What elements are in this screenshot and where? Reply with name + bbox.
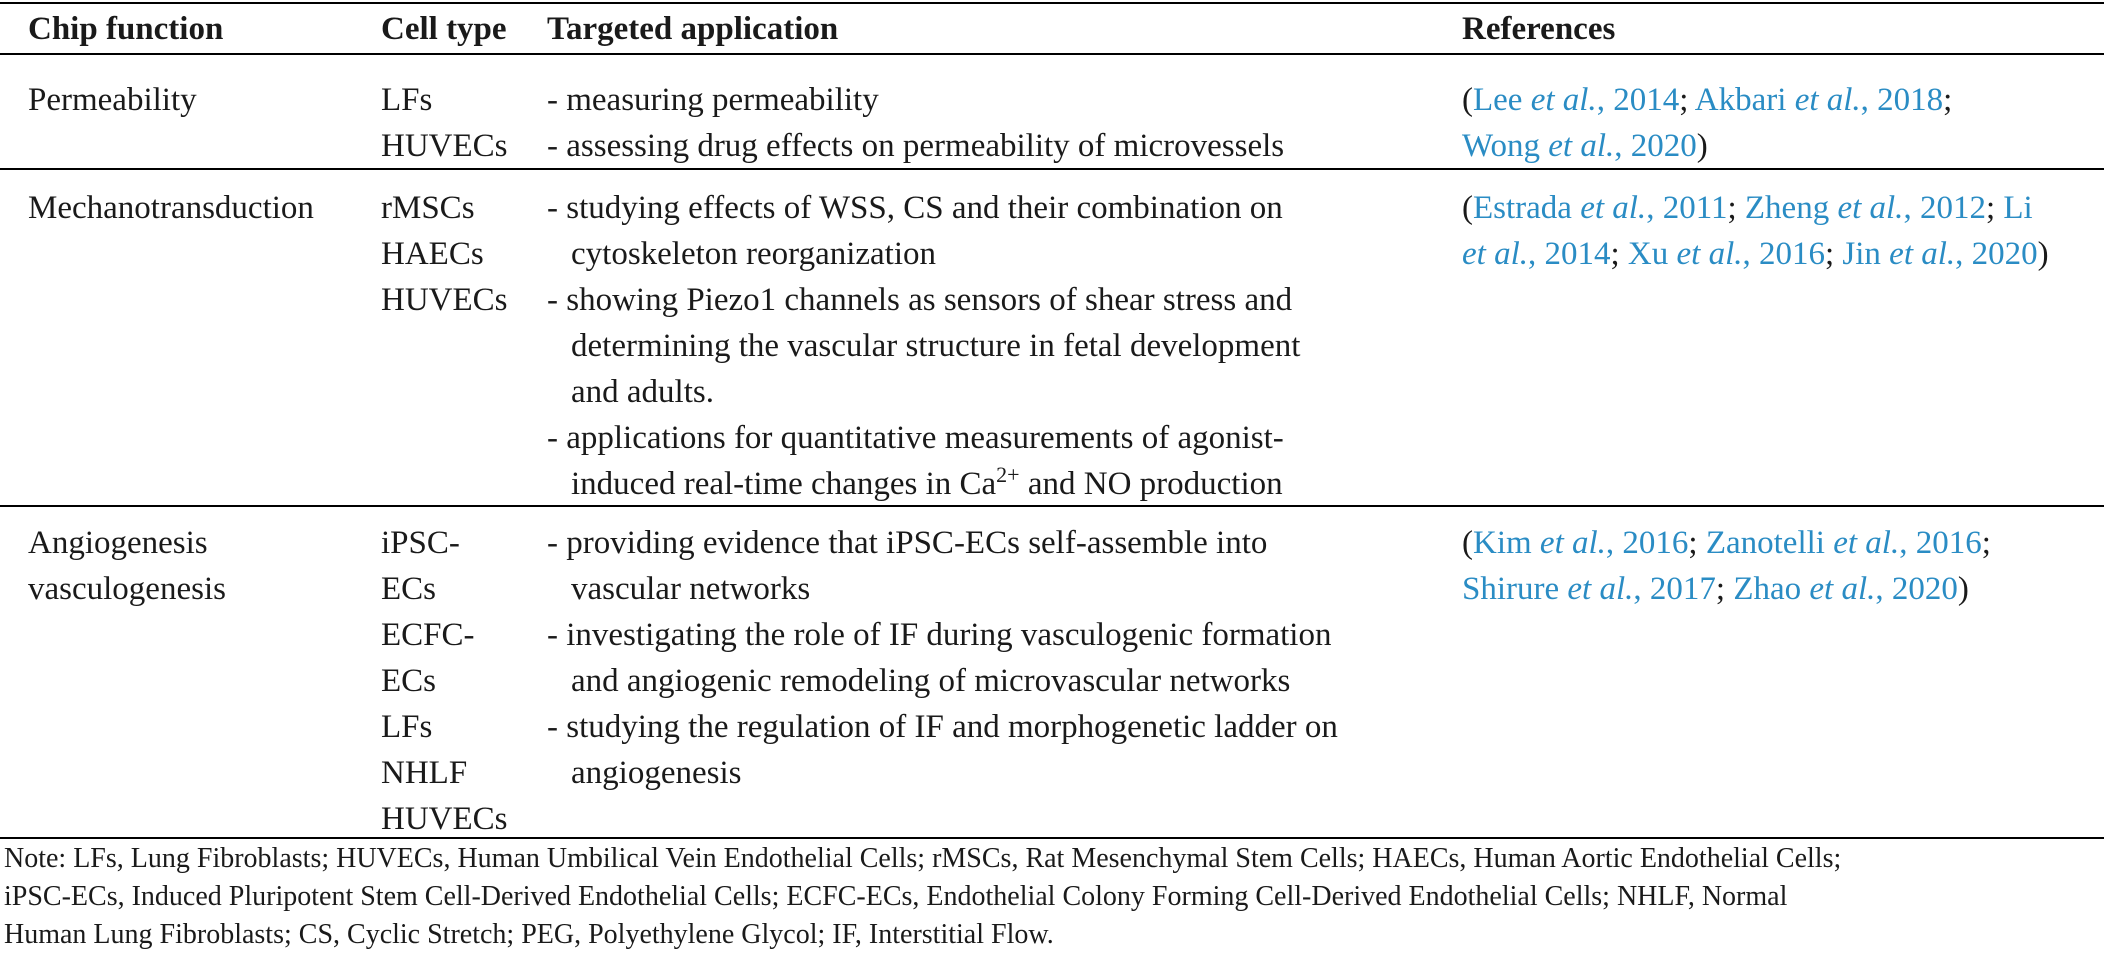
row2-function xyxy=(28,185,314,231)
table-note xyxy=(4,840,2104,954)
application-line: vascular networks xyxy=(571,571,811,607)
reference-link[interactable]: Kim et al., 2016 xyxy=(1473,525,1689,561)
cell-type: LFs xyxy=(381,709,433,745)
function-line: Angiogenesis xyxy=(28,525,208,561)
reference-link[interactable]: Akbari et al., 2018 xyxy=(1694,82,1944,118)
cell-type: ECFC- xyxy=(381,617,475,653)
reference-line: (Lee et al., 2014; Akbari et al., 2018; xyxy=(1462,82,1953,118)
row3-applications xyxy=(547,520,1338,796)
row3-cell-types xyxy=(381,520,508,842)
application-line: induced real-time changes in $Ca^{2+}$ and NO production xyxy=(571,462,1283,502)
cell-type: ECs xyxy=(381,663,437,699)
application-line: determining the vascular structure in fetal development xyxy=(571,328,1301,364)
application-line: - assessing drug effects on permeability of microvessels xyxy=(547,128,1285,164)
bottom-rule xyxy=(0,837,2104,839)
row3-function xyxy=(28,520,226,612)
reference-link[interactable]: Xu et al., 2016 xyxy=(1627,236,1825,272)
row1-references xyxy=(1462,77,1952,169)
cell-type: NHLF xyxy=(381,755,468,791)
header-chip-function: Chip function xyxy=(28,11,224,47)
header-cell-type: Cell type xyxy=(381,11,507,47)
cell-type: LFs xyxy=(381,82,433,118)
reference-line: Shirure et al., 2017; Zhao et al., 2020) xyxy=(1462,571,1969,607)
reference-link[interactable]: Shirure et al., 2017 xyxy=(1462,571,1716,607)
application-line: and angiogenic remodeling of microvascular networks xyxy=(571,663,1291,699)
reference-link[interactable]: Lee et al., 2014 xyxy=(1473,82,1680,118)
row1-cell-types xyxy=(381,77,508,169)
note-line: Human Lung Fibroblasts; CS, Cyclic Stretch; PEG, Polyethylene Glycol; IF, Interstitial Flow. xyxy=(4,919,1054,950)
reference-link[interactable]: Zanotelli et al., 2016 xyxy=(1705,525,1982,561)
row2-applications xyxy=(547,185,1300,507)
reference-link[interactable]: Zheng et al., 2012 xyxy=(1744,190,1986,226)
row1-applications xyxy=(547,77,1284,169)
application-line: - investigating the role of IF during vasculogenic formation xyxy=(547,617,1332,653)
function-line: Permeability xyxy=(28,82,197,118)
reference-link[interactable]: Estrada et al., 2011 xyxy=(1473,190,1728,226)
reference-link[interactable]: Li xyxy=(2003,190,2033,226)
note-line: Note: LFs, Lung Fibroblasts; HUVECs, Human Umbilical Vein Endothelial Cells; rMSCs, Rat Mesenchymal Stem Cells; HAECs, Human Aortic Endothelial Cells; xyxy=(4,843,1842,874)
reference-line: et al., 2014; Xu et al., 2016; Jin et al., 2020) xyxy=(1462,236,2049,272)
reference-link[interactable]: Zhao et al., 2020 xyxy=(1733,571,1958,607)
reference-line: (Estrada et al., 2011; Zheng et al., 2012; Li xyxy=(1462,190,2033,226)
ca-superscript: 2+ xyxy=(996,462,1020,487)
application-line: - showing Piezo1 channels as sensors of shear stress and xyxy=(547,282,1293,318)
function-line: vasculogenesis xyxy=(28,571,226,607)
row1-function xyxy=(28,77,197,123)
cell-type: HUVECs xyxy=(381,801,508,837)
cell-type: HUVECs xyxy=(381,282,508,318)
row2-references xyxy=(1462,185,2049,277)
application-line: and adults. xyxy=(571,374,714,410)
cell-type: ECs xyxy=(381,571,437,607)
row3-references xyxy=(1462,520,1991,612)
header-references: References xyxy=(1462,11,1616,47)
function-line: Mechanotransduction xyxy=(28,190,314,226)
reference-line: (Kim et al., 2016; Zanotelli et al., 2016; xyxy=(1462,525,1991,561)
cell-type: rMSCs xyxy=(381,190,475,226)
top-rule xyxy=(0,2,2104,4)
cell-type: HUVECs xyxy=(381,128,508,164)
note-line: iPSC-ECs, Induced Pluripotent Stem Cell-Derived Endothelial Cells; ECFC-ECs, Endothelial Colony Forming Cell-Derived Endothelial Cells; NHLF, Normal xyxy=(4,881,1788,912)
cell-type: HAECs xyxy=(381,236,484,272)
cell-type: iPSC- xyxy=(381,525,460,561)
application-line: - measuring permeability xyxy=(547,82,879,118)
row2-cell-types xyxy=(381,185,508,323)
application-line: - studying the regulation of IF and morphogenetic ladder on xyxy=(547,709,1338,745)
application-line: - providing evidence that iPSC-ECs self-assemble into xyxy=(547,525,1268,561)
header-targeted-application: Targeted application xyxy=(547,11,839,47)
application-line: - applications for quantitative measurements of agonist- xyxy=(547,420,1284,456)
reference-link[interactable]: Wong et al., 2020 xyxy=(1462,128,1697,164)
application-line: cytoskeleton reorganization xyxy=(571,236,937,272)
application-line: - studying effects of WSS, CS and their combination on xyxy=(547,190,1283,226)
application-line: angiogenesis xyxy=(571,755,742,791)
reference-link-cont[interactable]: et al., 2014 xyxy=(1462,236,1611,272)
reference-line: Wong et al., 2020) xyxy=(1462,128,1708,164)
reference-link[interactable]: Jin et al., 2020 xyxy=(1842,236,2038,272)
header-rule xyxy=(0,53,2104,55)
